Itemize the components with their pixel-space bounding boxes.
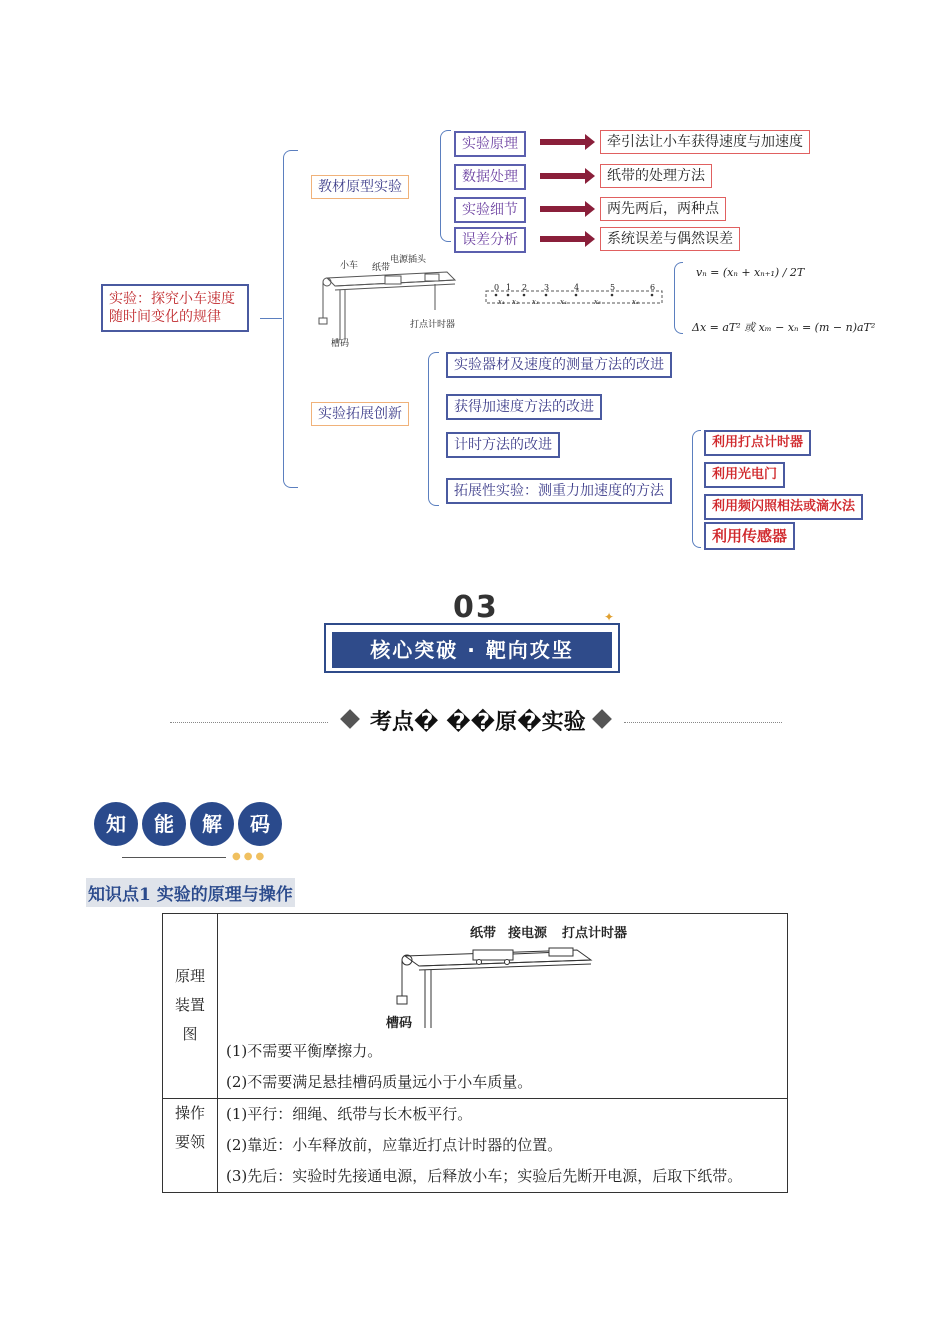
row-label-line: 要领 [174, 1133, 205, 1151]
branch1-item-principle: 实验原理 [454, 131, 526, 157]
branch1-detail-principle: 牵引法让小车获得速度与加速度 [600, 130, 810, 154]
badge-char: 解 [190, 802, 234, 846]
tape-tick: 4 [574, 283, 580, 292]
tape-tick: 0 [494, 283, 500, 292]
row-content-principle [218, 914, 788, 1099]
root-brace [283, 150, 298, 488]
apparatus-label-weight: 槽码 [331, 339, 350, 349]
apparatus-label-timer: 打点计时器 [410, 320, 456, 330]
apparatus-label-power: 电源插头 [390, 255, 427, 265]
tape-tick-labels [490, 283, 670, 293]
operation-line: (2)靠近：小车释放前，应靠近打点计时器的位置。 [226, 1136, 563, 1154]
branch-textbook-experiment: 教材原型实验 [311, 175, 409, 199]
row-label-line: 操作 [174, 1104, 205, 1122]
sparkle-icon: ✦ [604, 610, 615, 624]
branch2-brace [428, 352, 439, 506]
tape-tick: 3 [544, 283, 550, 292]
arrow-icon [540, 173, 586, 179]
operation-line: (3)先后：实验时先接通电源，后释放小车；实验后先断开电源，后取下纸带。 [226, 1167, 743, 1185]
badge-char: 能 [142, 802, 186, 846]
arrow-icon [540, 139, 586, 145]
branch-innovation: 实验拓展创新 [311, 402, 409, 426]
figure-label-weight: 槽码 [386, 1016, 413, 1031]
branch2-item-equipment: 实验器材及速度的测量方法的改进 [446, 352, 672, 378]
branch1-detail-data: 纸带的处理方法 [600, 164, 712, 188]
tape-segment: x₆ [632, 298, 639, 306]
tape-tick: 6 [650, 283, 656, 292]
tape-segment: x₄ [560, 298, 567, 306]
section-banner: 核心突破 · 靶向攻坚 [332, 632, 612, 668]
arrow-icon [540, 206, 586, 212]
timing-method-sensor: 利用传感器 [704, 522, 795, 550]
tape-segment: x₁ [498, 298, 505, 306]
timing-method-strobe: 利用频闪照相法或滴水法 [704, 494, 863, 520]
branch1-item-data: 数据处理 [454, 164, 526, 190]
table-row [163, 914, 788, 1099]
apparatus-label-tape: 纸带 [372, 263, 391, 273]
tape-tick: 2 [522, 283, 528, 292]
branch1-brace [440, 130, 451, 242]
table-row [163, 1099, 788, 1193]
badge-underline [122, 857, 226, 858]
row-label-line: 图 [182, 1025, 198, 1043]
badge-dots-icon: ●●● [232, 851, 268, 862]
row-label-line: 装置 [174, 996, 205, 1014]
row-label-line: 原理 [174, 967, 205, 985]
mindmap-root: 实验：探究小车速度随时间变化的规律 [101, 284, 249, 332]
branch1-detail-details: 两先两后，两种点 [600, 197, 726, 221]
timing-method-photogate: 利用光电门 [704, 462, 785, 488]
diamond-left-icon [340, 709, 360, 729]
formula-velocity: vₙ = (xₙ + xₙ₊₁) / 2T [696, 266, 805, 279]
arrow-icon [540, 236, 586, 242]
tape-segment-labels [490, 298, 670, 308]
figure-label-power: 接电源 [508, 926, 548, 941]
timing-brace [692, 430, 701, 548]
formula-brace [674, 262, 683, 334]
branch2-item-gravity: 拓展性实验：测重力加速度的方法 [446, 478, 672, 504]
branch1-item-error: 误差分析 [454, 227, 526, 253]
root-connector [260, 318, 282, 319]
branch2-item-acceleration: 获得加速度方法的改进 [446, 394, 602, 420]
knowledge-point-title: 知识点1 实验的原理与操作 [86, 878, 295, 907]
tape-tick: 5 [610, 283, 616, 292]
apparatus-label-car: 小车 [340, 261, 359, 271]
section-number: 03 [453, 590, 499, 625]
tape-segment: x₃ [532, 298, 539, 306]
branch2-item-timing: 计时方法的改进 [446, 432, 560, 458]
operation-line: (1)平行：细绳、纸带与长木板平行。 [226, 1105, 473, 1123]
tape-tick: 1 [506, 283, 512, 292]
row-content-operation [218, 1099, 788, 1193]
branch1-detail-error: 系统误差与偶然误差 [600, 227, 740, 251]
apparatus-figure [226, 914, 779, 1036]
principle-line: (2)不需要满足悬挂槽码质量远小于小车质量。 [226, 1073, 533, 1091]
principle-line: (1)不需要平衡摩擦力。 [226, 1042, 383, 1060]
badge-char: 码 [238, 802, 282, 846]
tape-segment: x₂ [512, 298, 519, 306]
divider-right [624, 722, 782, 723]
row-label-principle [163, 914, 218, 1099]
tape-segment: x₅ [594, 298, 601, 306]
branch1-item-details: 实验细节 [454, 197, 526, 223]
timing-method-timer: 利用打点计时器 [704, 430, 811, 456]
figure-label-timer: 打点计时器 [562, 926, 628, 941]
formula-acceleration: Δx = aT² 或 xₘ − xₙ = (m − n)aT² [692, 321, 876, 334]
diamond-right-icon [592, 709, 612, 729]
divider-left [170, 722, 328, 723]
row-label-operation [163, 1099, 218, 1193]
principle-operation-table [162, 913, 788, 1193]
kaodian-title: 考点� ��原�实验 [370, 710, 586, 735]
badge-char: 知 [94, 802, 138, 846]
figure-label-tape: 纸带 [470, 926, 497, 941]
